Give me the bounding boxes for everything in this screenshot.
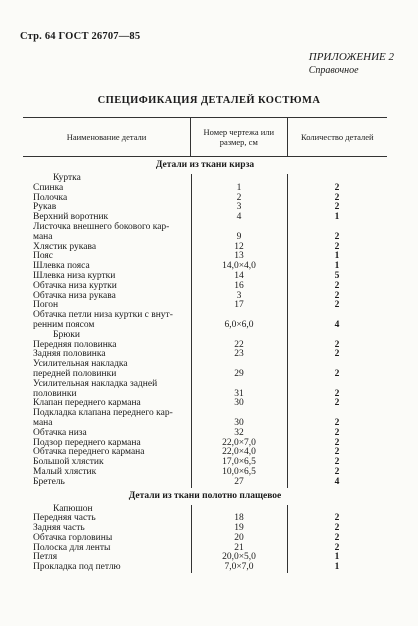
drawing-number: 13 (234, 251, 244, 262)
part-quantity: 2 (334, 290, 340, 301)
appendix-subtitle: Справочное (308, 65, 359, 76)
table-body (23, 157, 387, 573)
part-name: Передняя половинка (33, 339, 117, 350)
part-quantity: 1 (334, 261, 340, 272)
table-row (23, 311, 387, 331)
part-quantity: 2 (334, 349, 340, 360)
part-name: Задняя половинка (33, 349, 106, 360)
part-quantity: 2 (334, 457, 340, 468)
table-row (23, 468, 387, 478)
part-name: Шлевка низа куртки (33, 270, 116, 281)
drawing-number: 17 (234, 300, 244, 311)
drawing-number: 3 (236, 290, 242, 301)
drawing-number: 23 (234, 349, 244, 360)
drawing-number: 7,0×7,0 (224, 562, 254, 573)
part-name: Подкладка клапана переднего кар- мана (33, 408, 173, 428)
part-name: Малый хлястик (33, 466, 97, 477)
drawing-number: 14,0×4,0 (222, 261, 256, 272)
part-quantity: 4 (334, 319, 340, 330)
table-row (23, 409, 387, 429)
appendix-label (309, 50, 394, 78)
drawing-number: 20 (234, 532, 244, 543)
part-quantity: 5 (334, 270, 340, 281)
drawing-number: 30 (234, 398, 244, 409)
part-quantity: 1 (334, 552, 340, 563)
drawing-number: 16 (234, 280, 244, 291)
section-heading: Детали из ткани кирза (155, 160, 255, 170)
table-row (23, 223, 387, 243)
part-name: Капюшон (53, 503, 93, 514)
table-row (23, 563, 387, 573)
document-title: СПЕЦИФИКАЦИЯ ДЕТАЛЕЙ КОСТЮМА (97, 95, 321, 106)
part-name: Бретель (33, 476, 65, 487)
part-quantity: 2 (334, 192, 340, 203)
part-name: Петля (33, 552, 58, 563)
table-row (23, 243, 387, 253)
table-row (23, 478, 387, 488)
part-quantity: 2 (334, 241, 340, 252)
part-name: Куртка (53, 173, 81, 183)
part-quantity: 2 (334, 368, 340, 379)
part-quantity: 1 (334, 251, 340, 262)
part-name: Клапан переднего кармана (33, 398, 141, 409)
appendix-title: ПРИЛОЖЕНИЕ 2 (308, 51, 394, 63)
part-name: Брюки (53, 329, 81, 340)
part-quantity: 2 (334, 202, 340, 213)
part-name: Обтачка горловины (33, 532, 113, 543)
drawing-number: 22,0×7,0 (222, 437, 256, 448)
part-name: Прокладка под петлю (33, 562, 121, 573)
part-name: Хлястик рукава (33, 241, 97, 252)
column-header-name: Наименование детали (23, 118, 191, 156)
part-name: Погон (33, 300, 59, 311)
table-row (23, 194, 387, 204)
section-rows (23, 174, 387, 488)
drawing-number: 32 (234, 427, 244, 438)
drawing-number: 9 (236, 231, 242, 242)
table-row (23, 380, 387, 400)
drawing-number: 20,0×5,0 (222, 552, 256, 563)
table-row (23, 544, 387, 554)
part-name: Обтачка петли низа куртки с внут- ренним поясом (33, 310, 173, 330)
part-quantity: 2 (334, 466, 340, 477)
part-quantity: 2 (334, 427, 340, 438)
part-quantity: 4 (334, 476, 340, 487)
drawing-number: 12 (234, 241, 244, 252)
part-quantity: 2 (334, 231, 340, 242)
part-name: Подзор переднего кармана (33, 437, 141, 448)
part-quantity: 2 (334, 300, 340, 311)
part-quantity: 2 (334, 447, 340, 458)
part-name: Листочка внешнего бокового кар- мана (33, 221, 170, 242)
part-quantity: 2 (334, 280, 340, 291)
part-name: Обтачка низа (33, 427, 87, 438)
part-quantity: 2 (334, 339, 340, 350)
section-heading: Детали из ткани полотно плащевое (128, 490, 282, 501)
drawing-number: 17,0×6,5 (222, 457, 256, 468)
drawing-number: 27 (234, 476, 244, 487)
table-row (23, 174, 387, 184)
part-quantity: 2 (334, 388, 340, 399)
part-name: Рукав (33, 202, 57, 213)
table-row (23, 292, 387, 302)
drawing-number: 4 (236, 212, 242, 223)
part-name: Пояс (33, 251, 54, 262)
drawing-number: 10,0×6,5 (222, 466, 256, 477)
part-quantity: 2 (334, 182, 340, 193)
drawing-number: 21 (234, 542, 244, 553)
table-row (23, 360, 387, 380)
drawing-number: 18 (234, 513, 244, 524)
drawing-number: 19 (234, 523, 244, 534)
part-name: Обтачка низа куртки (33, 280, 117, 291)
part-quantity: 2 (334, 542, 340, 553)
drawing-number: 22,0×4,0 (222, 447, 256, 458)
drawing-number: 30 (234, 417, 244, 428)
table-row (23, 184, 387, 194)
drawing-number: 1 (236, 182, 242, 193)
part-name: Большой хлястик (33, 457, 104, 468)
part-quantity: 1 (334, 562, 340, 573)
part-quantity: 2 (334, 417, 340, 428)
drawing-number: 3 (236, 202, 242, 213)
drawing-number: 22 (234, 339, 244, 350)
part-name: Передняя часть (33, 513, 96, 524)
part-name: Задняя часть (33, 523, 85, 534)
drawing-number: 29 (234, 368, 244, 379)
drawing-number: 6,0×6,0 (224, 319, 254, 330)
part-name: Усилительная накладка передней половинки (33, 359, 128, 379)
part-name: Обтачка низа рукава (33, 290, 116, 301)
specification-table (23, 117, 387, 573)
part-quantity: 2 (334, 437, 340, 448)
section-rows (23, 505, 387, 574)
drawing-number: 2 (236, 192, 242, 203)
part-name: Шлевка пояса (33, 261, 90, 272)
part-quantity: 2 (334, 398, 340, 409)
column-header-quantity: Количество деталей (300, 132, 374, 142)
part-name: Усилительная накладка задней половинки (33, 378, 158, 399)
part-name: Верхний воротник (33, 212, 109, 223)
page-header: Стр. 64 ГОСТ 26707—85 (20, 31, 141, 42)
part-name: Полочка (33, 192, 68, 203)
part-quantity: 1 (334, 212, 340, 223)
part-quantity: 2 (334, 532, 340, 543)
part-quantity: 2 (334, 523, 340, 534)
column-header-drawing-number: Номер чертежа или размер, см (191, 118, 287, 156)
part-name: Полоска для ленты (33, 542, 111, 553)
part-name: Обтачка переднего кармана (33, 447, 145, 458)
part-name: Спинка (33, 182, 64, 193)
part-quantity: 2 (334, 513, 340, 524)
drawing-number: 31 (234, 388, 244, 399)
drawing-number: 14 (234, 270, 244, 281)
table-header (23, 118, 387, 157)
